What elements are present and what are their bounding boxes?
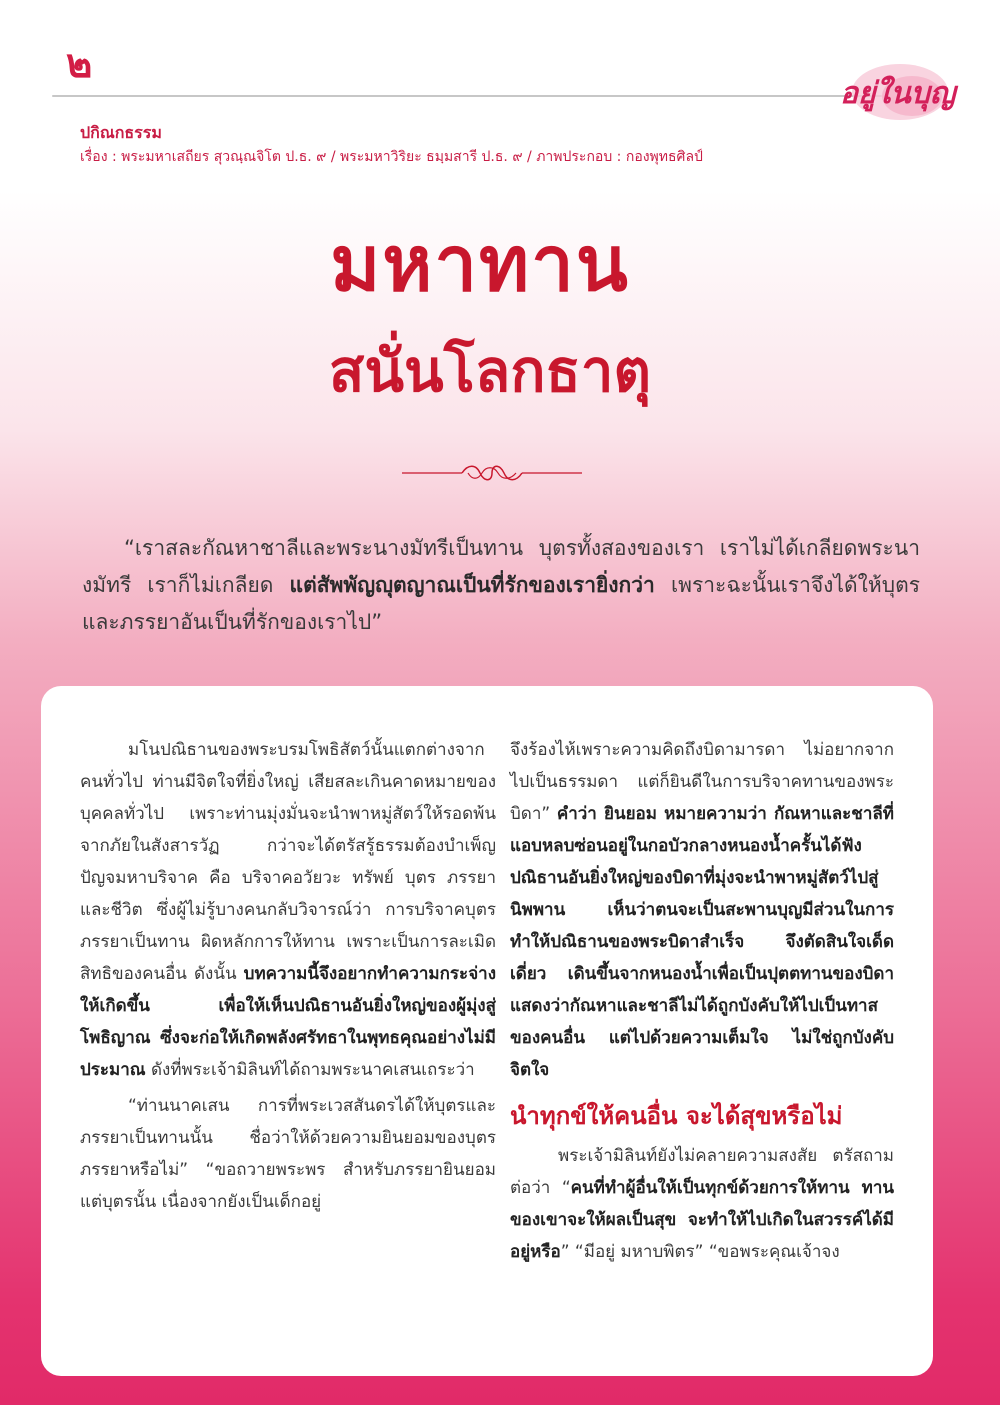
right-p2-text: พระเจ้ามิลินท์ยังไม่คลายความสงสัย ตรัสถามต่อว่า “	[510, 1146, 894, 1198]
quote-part-2: เพราะฉะนั้นเราจึงได้ให้บุตรและภรรยาอันเป็นที่รักของเราไป”	[82, 573, 920, 634]
left-p1-bold: บทความนี้จึงอยากทำความกระจ่างให้เกิดขึ้น เพื่อให้เห็นปณิธานอันยิ่งใหญ่ของผู้มุ่งสู่โพธิญาณ ซึ่งจะก่อให้เกิดพลังศรัทธาในพุทธคุณอย่างไม่มีประมาณ	[80, 964, 496, 1080]
right-p1-bold: คำว่า ยินยอม หมายความว่า กัณหาและชาลีที่แอบหลบซ่อนอยู่ในกอบัวกลางหนองน้ำครั้นได้ฟังปณิธานอันยิ่งใหญ่ของบิดาที่มุ่งจะนำพาหมู่สัตว์ไปสู่นิพพาน เห็นว่าตนจะเป็นสะพานบุญมีส่วนในการทำให้ปณิธานของพระบิดาสำเร็จ จึงตัดสินใจเด็ดเดี่ยว เดินขึ้นจากหนองน้ำเพื่อเป็นปุตตทานของบิดา แสดงว่ากัณหาและชาลีไม่ได้ถูกบังคับให้ไปเป็นทาสของคนอื่น แต่ไปด้วยความเต็มใจ ไม่ใช่ถูกบังคับจิตใจ	[510, 804, 895, 1080]
left-p1-end: ดังที่พระเจ้ามิลินท์ได้ถามพระนาคเสนเถระว่า	[145, 1060, 475, 1080]
right-column	[510, 734, 894, 1272]
logo-text: อยู่ในบุญ	[840, 76, 956, 111]
right-paragraph-2	[510, 1140, 894, 1268]
title-line-1: มหาทาน	[330, 219, 630, 308]
magazine-logo	[832, 58, 956, 128]
header-rule	[52, 95, 882, 97]
article-credits: เรื่อง : พระมหาเสถียร สุวณฺณจิโต ป.ธ. ๙ / พระมหาวิริยะ ธมฺมสารี ป.ธ. ๙ / ภาพประกอบ : กองพุทธศิลป์	[80, 149, 703, 165]
right-p2-end: ” “มีอยู่ มหาบพิตร” “ขอพระคุณเจ้าจง	[560, 1242, 840, 1262]
section-subheading: นำทุกข์ให้คนอื่น จะได้สุขหรือไม่	[510, 1102, 843, 1130]
quote-bold: แต่สัพพัญญุตญาณเป็นที่รักของเรายิ่งกว่า	[289, 573, 655, 597]
quote-part-1: “เราสละกัณหาชาลีและพระนางมัทรีเป็นทาน บุตรทั้งสองของเรา เราไม่ได้เกลียดพระนางมัทรี เราก็ไม่เกลียด	[82, 536, 920, 597]
title-line-2: สนั่นโลกธาตุ	[328, 337, 652, 405]
right-p2-bold: คนที่ทำผู้อื่นให้เป็นทุกข์ด้วยการให้ทาน ทานของเขาจะให้ผลเป็นสุข จะทำให้ไปเกิดในสวรรค์ได้มีอยู่หรือ	[510, 1178, 894, 1262]
opening-quote	[82, 530, 920, 641]
left-paragraph-2	[80, 1090, 496, 1218]
page-number: ๒	[66, 40, 93, 87]
left-column	[80, 734, 496, 1222]
left-p2-text: “ท่านนาคเสน การที่พระเวสสันดรได้ให้บุตรและภรรยาเป็นทานนั้น ชื่อว่าให้ด้วยความยินยอมของบุตรภรรยาหรือไม่” “ขอถวายพระพร สำหรับภรรยายินยอม แต่บุตรนั้น เนื่องจากยังเป็นเด็กอยู่	[80, 1096, 496, 1212]
column-name: ปกิณกธรรม	[80, 123, 162, 142]
right-p1-text: จึงร้องไห้เพราะความคิดถึงบิดามารดา ไม่อยากจากไปเป็นธรรมดา แต่ก็ยินดีในการบริจาคทานของพระบิดา”	[510, 740, 894, 824]
left-paragraph-1	[80, 734, 496, 1086]
right-paragraph-1	[510, 734, 894, 1086]
ornament-divider-icon	[402, 460, 582, 486]
left-p1-text: มโนปณิธานของพระบรมโพธิสัตว์นั้นแตกต่างจากคนทั่วไป ท่านมีจิตใจที่ยิ่งใหญ่ เสียสละเกินคาดหมายของบุคคลทั่วไป เพราะท่านมุ่งมั่นจะนำพาหมู่สัตว์ให้รอดพ้นจากภัยในสังสารวัฏ กว่าจะได้ตรัสรู้ธรรมต้องบำเพ็ญปัญจมหาบริจาค คือ บริจาคอวัยวะ ทรัพย์ บุตร ภรรยา และชีวิต ซึ่งผู้ไม่รู้บางคนกลับวิจารณ์ว่า การบริจาคบุตรภรรยาเป็นทาน ผิดหลักการให้ทาน เพราะเป็นการละเมิดสิทธิของคนอื่น ดังนั้น	[80, 740, 496, 984]
